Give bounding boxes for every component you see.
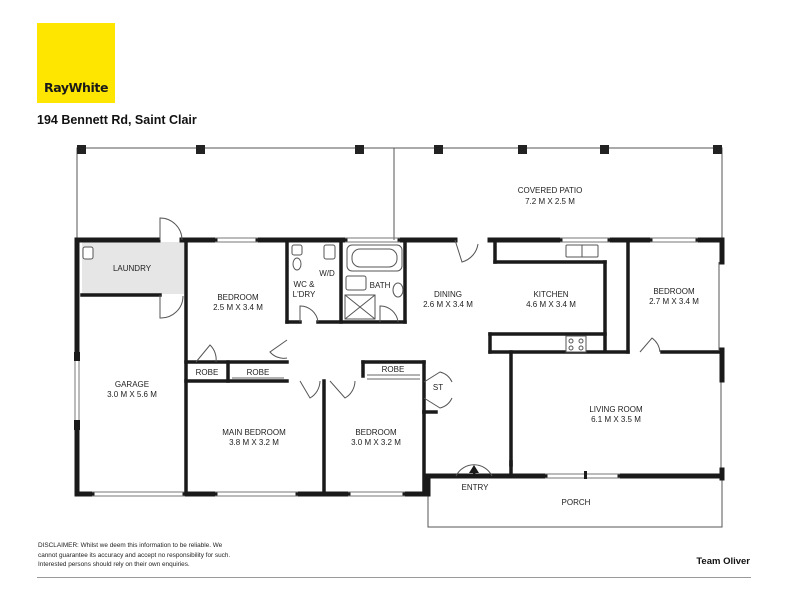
bath-label: BATH	[369, 281, 391, 290]
property-address: 194 Bennett Rd, Saint Clair	[37, 113, 197, 127]
st-label: ST	[432, 383, 444, 392]
main-bedroom-dims: 3.8 M X 3.2 M	[229, 438, 279, 447]
wd-label: W/D	[319, 269, 335, 278]
disclaimer-line-3: Interested persons should rely on their own enquiries.	[38, 561, 190, 568]
dining-label: DINING	[434, 290, 462, 299]
logo-text: RayWhite	[43, 80, 109, 95]
bedroom-3-label: BEDROOM	[355, 428, 397, 437]
bedroom-2-dims: 2.7 M X 3.4 M	[649, 297, 699, 306]
porch-label: PORCH	[561, 498, 591, 507]
main-bedroom-label: MAIN BEDROOM	[222, 428, 286, 437]
covered-patio-dims: 7.2 M X 2.5 M	[525, 197, 575, 206]
bedroom-1-label: BEDROOM	[217, 293, 259, 302]
robe-3-label: ROBE	[381, 365, 405, 374]
patio-posts	[77, 145, 722, 154]
outdoor-outlines	[77, 148, 722, 527]
garage-dims: 3.0 M X 5.6 M	[107, 390, 157, 399]
laundry-label: LAUNDRY	[112, 264, 152, 273]
agent-name: Team Oliver	[696, 556, 750, 567]
covered-patio-label: COVERED PATIO	[517, 186, 583, 195]
bedroom-3-dims: 3.0 M X 3.2 M	[351, 438, 401, 447]
footer-divider	[37, 577, 751, 578]
bedroom-1-dims: 2.5 M X 3.4 M	[213, 303, 263, 312]
wc-label: WC &	[293, 280, 315, 289]
kitchen-dims: 4.6 M X 3.4 M	[526, 300, 576, 309]
entry-label: ENTRY	[461, 483, 489, 492]
dining-dims: 2.6 M X 3.4 M	[423, 300, 473, 309]
kitchen-label: KITCHEN	[533, 290, 569, 299]
disclaimer-line-1: DISCLAIMER: Whilst we deem this information to be reliable. We	[38, 542, 223, 549]
garage-label: GARAGE	[114, 380, 150, 389]
living-room-label: LIVING ROOM	[589, 405, 643, 414]
laundry-label-2: L'DRY	[292, 290, 316, 299]
bedroom-2-label: BEDROOM	[653, 287, 695, 296]
living-room-dims: 6.1 M X 3.5 M	[591, 415, 641, 424]
disclaimer	[38, 541, 298, 570]
robe-2-label: ROBE	[246, 368, 270, 377]
disclaimer-line-2: cannot guarantee its accuracy and accept no responsibility for such.	[38, 551, 231, 559]
robe-1-label: ROBE	[195, 368, 219, 377]
